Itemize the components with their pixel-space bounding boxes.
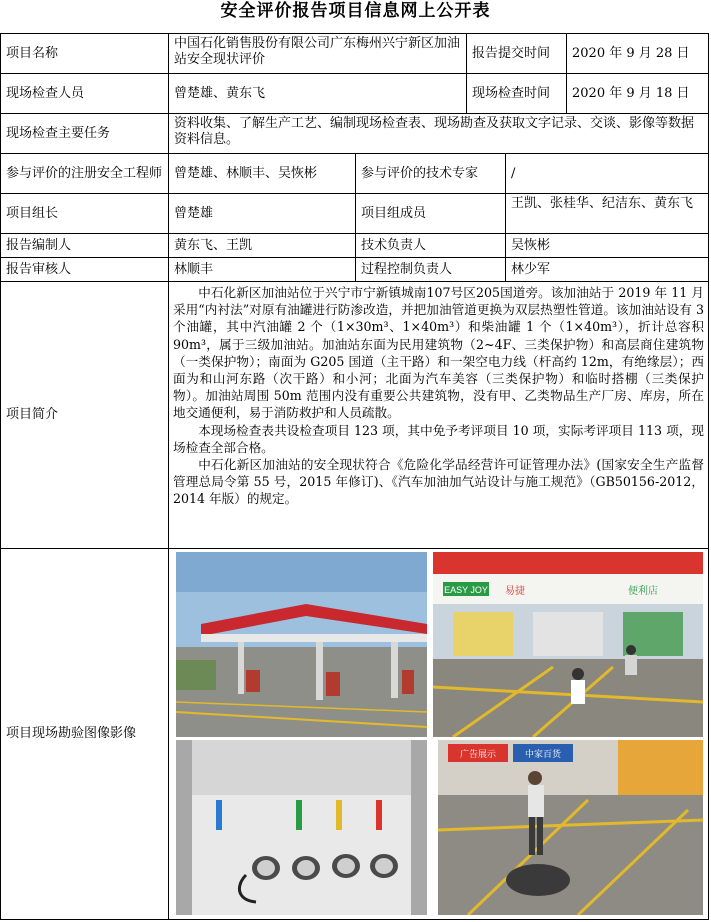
- value-process: 林少军: [505, 257, 709, 282]
- summary-paragraph-2: 本现场检查表共设检查项目 123 项，其中免予考评项目 10 项，实际考评项目 113 项，现场检查全部合格。: [173, 422, 704, 455]
- mart-text: 中家百货: [524, 750, 562, 760]
- photo-shop-front: [433, 552, 703, 737]
- value-engineers: 曾楚雄、林顺丰、吴恢彬: [168, 153, 356, 194]
- label-tasks: 现场检查主要任务: [0, 113, 169, 154]
- value-tasks: 资料收集、了解生产工艺、编制现场检查表、现场勘查及获取文字记录、交谈、影像等数据资料信息。: [168, 113, 709, 154]
- label-reviewer: 报告审核人: [0, 257, 169, 282]
- summary-paragraph-1: 中石化新区加油站位于兴宁市宁新镇城南107号区205国道旁。该加油站于 2019 年 11 月采用“内衬法”对原有油罐进行防渗改造，并把加油管道更换为双层热塑性管道。该加油站设有 3 个油罐，其中汽油罐 2 个（1×30m³、1×40m³）和柴油罐 1 个（1×40m³），折计总容积 90m³，属于三级加油站。加油站东面为民用建筑物（2~4F、三类保护物）和高层商住建筑物（一类保护物）；南面为 G205 国道（主干路）和一架空电力线（杆高约 12m，有绝缘层）；西面为和山河东路（次干路）和小河；北面为汽车美容（三类保护物）和临时搭棚（三类保护物）。加油站周围 50m 范围内没有重要公共建筑物，没有甲、乙类物品生产厂房、库房，所在地交通便利，易于消防救护和人员疏散。: [173, 285, 704, 421]
- summary-paragraph-3: 中石化新区加油站的安全现状符合《危险化学品经营许可证管理办法》(国家安全生产监督管理总局令第 55 号，2015 年修订)、《汽车加油加气站设计与施工规范》（GB50156-2012，2014 年版）的规定。: [173, 457, 704, 507]
- value-summary: [168, 281, 709, 549]
- value-report-time: 2020 年 9 月 28 日: [566, 33, 709, 74]
- label-members: 项目组成员: [355, 193, 506, 234]
- label-editor: 报告编制人: [0, 233, 169, 258]
- label-process: 过程控制负责人: [355, 257, 506, 282]
- label-report-time: 报告提交时间: [466, 33, 567, 74]
- label-summary: 项目简介: [0, 281, 169, 549]
- photo-tank-cabinet: [176, 740, 427, 915]
- label-photos: 项目现场勘验图像影像: [0, 548, 169, 920]
- label-project-name: 项目名称: [0, 33, 169, 74]
- value-reviewer: 林顺丰: [168, 257, 356, 282]
- label-inspectors: 现场检查人员: [0, 73, 169, 114]
- value-project-name: 中国石化销售股份有限公司广东梅州兴宁新区加油站安全现状评价: [168, 33, 467, 74]
- label-leader: 项目组长: [0, 193, 169, 234]
- label-check-time: 现场检查时间: [466, 73, 567, 114]
- shop-sign-text-2: 易捷: [505, 586, 525, 597]
- page-title: 安全评价报告项目信息网上公开表: [220, 1, 491, 21]
- photo-inspector: [438, 740, 703, 915]
- value-members: 王凯、张桂华、纪洁东、黄东飞: [505, 193, 709, 234]
- label-experts: 参与评价的技术专家: [355, 153, 506, 194]
- photo-canopy: [176, 552, 427, 737]
- shop-sign-text: EASY JOY: [444, 585, 488, 595]
- value-inspectors: 曾楚雄、黄东飞: [168, 73, 467, 114]
- info-table: [0, 23, 709, 920]
- value-tech: 吴恢彬: [505, 233, 709, 258]
- value-check-time: 2020 年 9 月 18 日: [566, 73, 709, 114]
- shop-sign-text-3: 便利店: [628, 586, 658, 597]
- label-engineers: 参与评价的注册安全工程师: [0, 153, 169, 194]
- label-tech: 技术负责人: [355, 233, 506, 258]
- value-experts: /: [505, 153, 709, 194]
- value-leader: 曾楚雄: [168, 193, 356, 234]
- value-editor: 黄东飞、王凯: [168, 233, 356, 258]
- banner-text: 广告展示: [459, 750, 497, 760]
- value-photos: [168, 548, 709, 920]
